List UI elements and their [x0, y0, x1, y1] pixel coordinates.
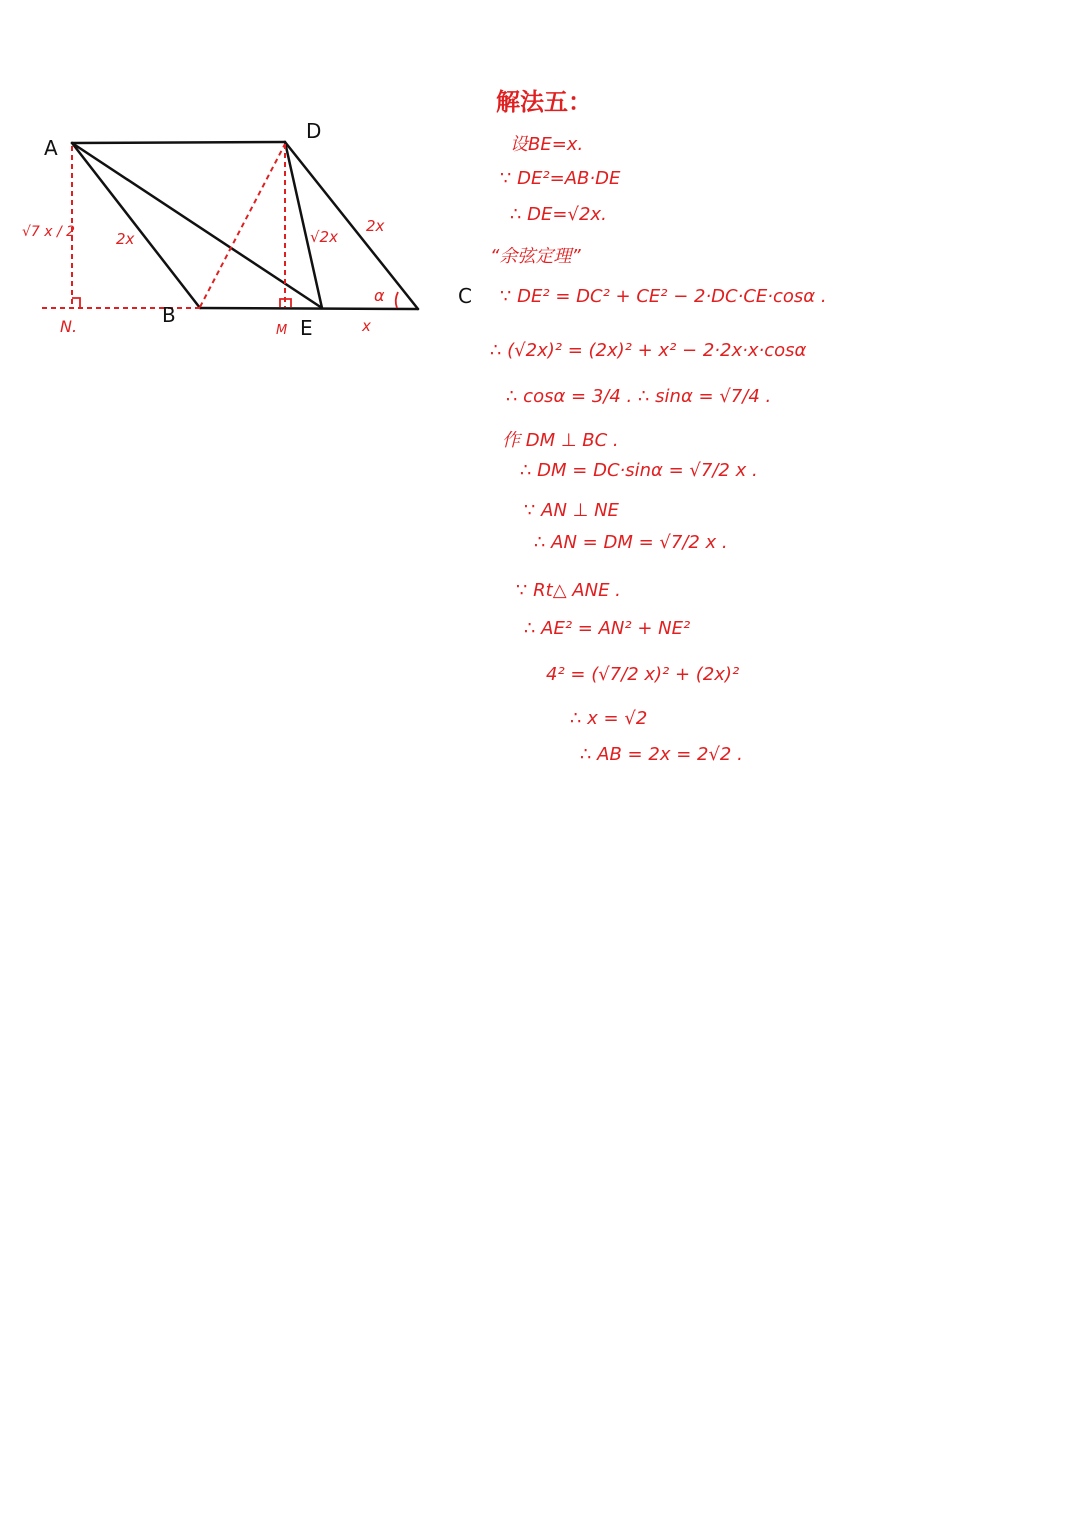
annotation-dc: 2x	[366, 217, 385, 235]
annotation-angle-alpha: α	[374, 286, 385, 305]
vertex-label-n: N.	[60, 317, 78, 336]
solution-line: 设BE=x.	[510, 134, 584, 155]
solution-line: ∴ AN = DM = √7/2 x .	[534, 532, 728, 553]
solution-line: 4² = (√7/2 x)² + (2x)²	[546, 664, 740, 685]
solution-line: ∴ x = √2	[570, 708, 648, 729]
solution-title: 解法五：	[496, 88, 592, 116]
solution-line: ∵ DE² = DC² + CE² − 2·DC·CE·cosα .	[500, 286, 827, 307]
annotation-de: √2x	[310, 228, 338, 246]
solution-line: ∴ AB = 2x = 2√2 .	[580, 744, 743, 765]
vertex-label-a: A	[44, 136, 58, 160]
vertex-label-d: D	[306, 119, 322, 143]
segment-bd	[200, 144, 285, 307]
annotation-ec: x	[362, 317, 371, 335]
segment-bc	[200, 308, 418, 309]
annotation-ab: 2x	[116, 230, 135, 248]
vertex-label-c: C	[458, 284, 472, 308]
solution-line: ∵ Rt△ ANE .	[516, 580, 621, 601]
solution-line: ∴ DM = DC·sinα = √7/2 x .	[520, 460, 758, 481]
vertex-label-m: M	[276, 323, 288, 338]
solution-line: “余弦定理”	[490, 246, 581, 267]
solution-line: 作 DM ⊥ BC .	[502, 430, 619, 451]
solution-line: ∴ DE=√2x.	[510, 204, 607, 225]
vertex-label-b: B	[162, 303, 176, 327]
segment-dc	[285, 142, 418, 309]
right-angle-mark-n	[72, 298, 80, 307]
solution-line: ∴ cosα = 3/4 . ∴ sinα = √7/4 .	[506, 386, 772, 407]
solution-line: ∴ (√2x)² = (2x)² + x² − 2·2x·x·cosα	[490, 340, 807, 361]
solution-line: ∵ AN ⊥ NE	[524, 500, 619, 521]
annotation-height-an: √7 x / 2	[22, 224, 76, 240]
segment-ad	[72, 142, 285, 143]
vertex-label-e: E	[300, 316, 313, 340]
segment-ab	[72, 143, 200, 308]
solution-line: ∴ AE² = AN² + NE²	[524, 618, 691, 639]
angle-arc-c	[396, 292, 398, 308]
solution-line: ∵ DE²=AB·DE	[500, 168, 621, 189]
